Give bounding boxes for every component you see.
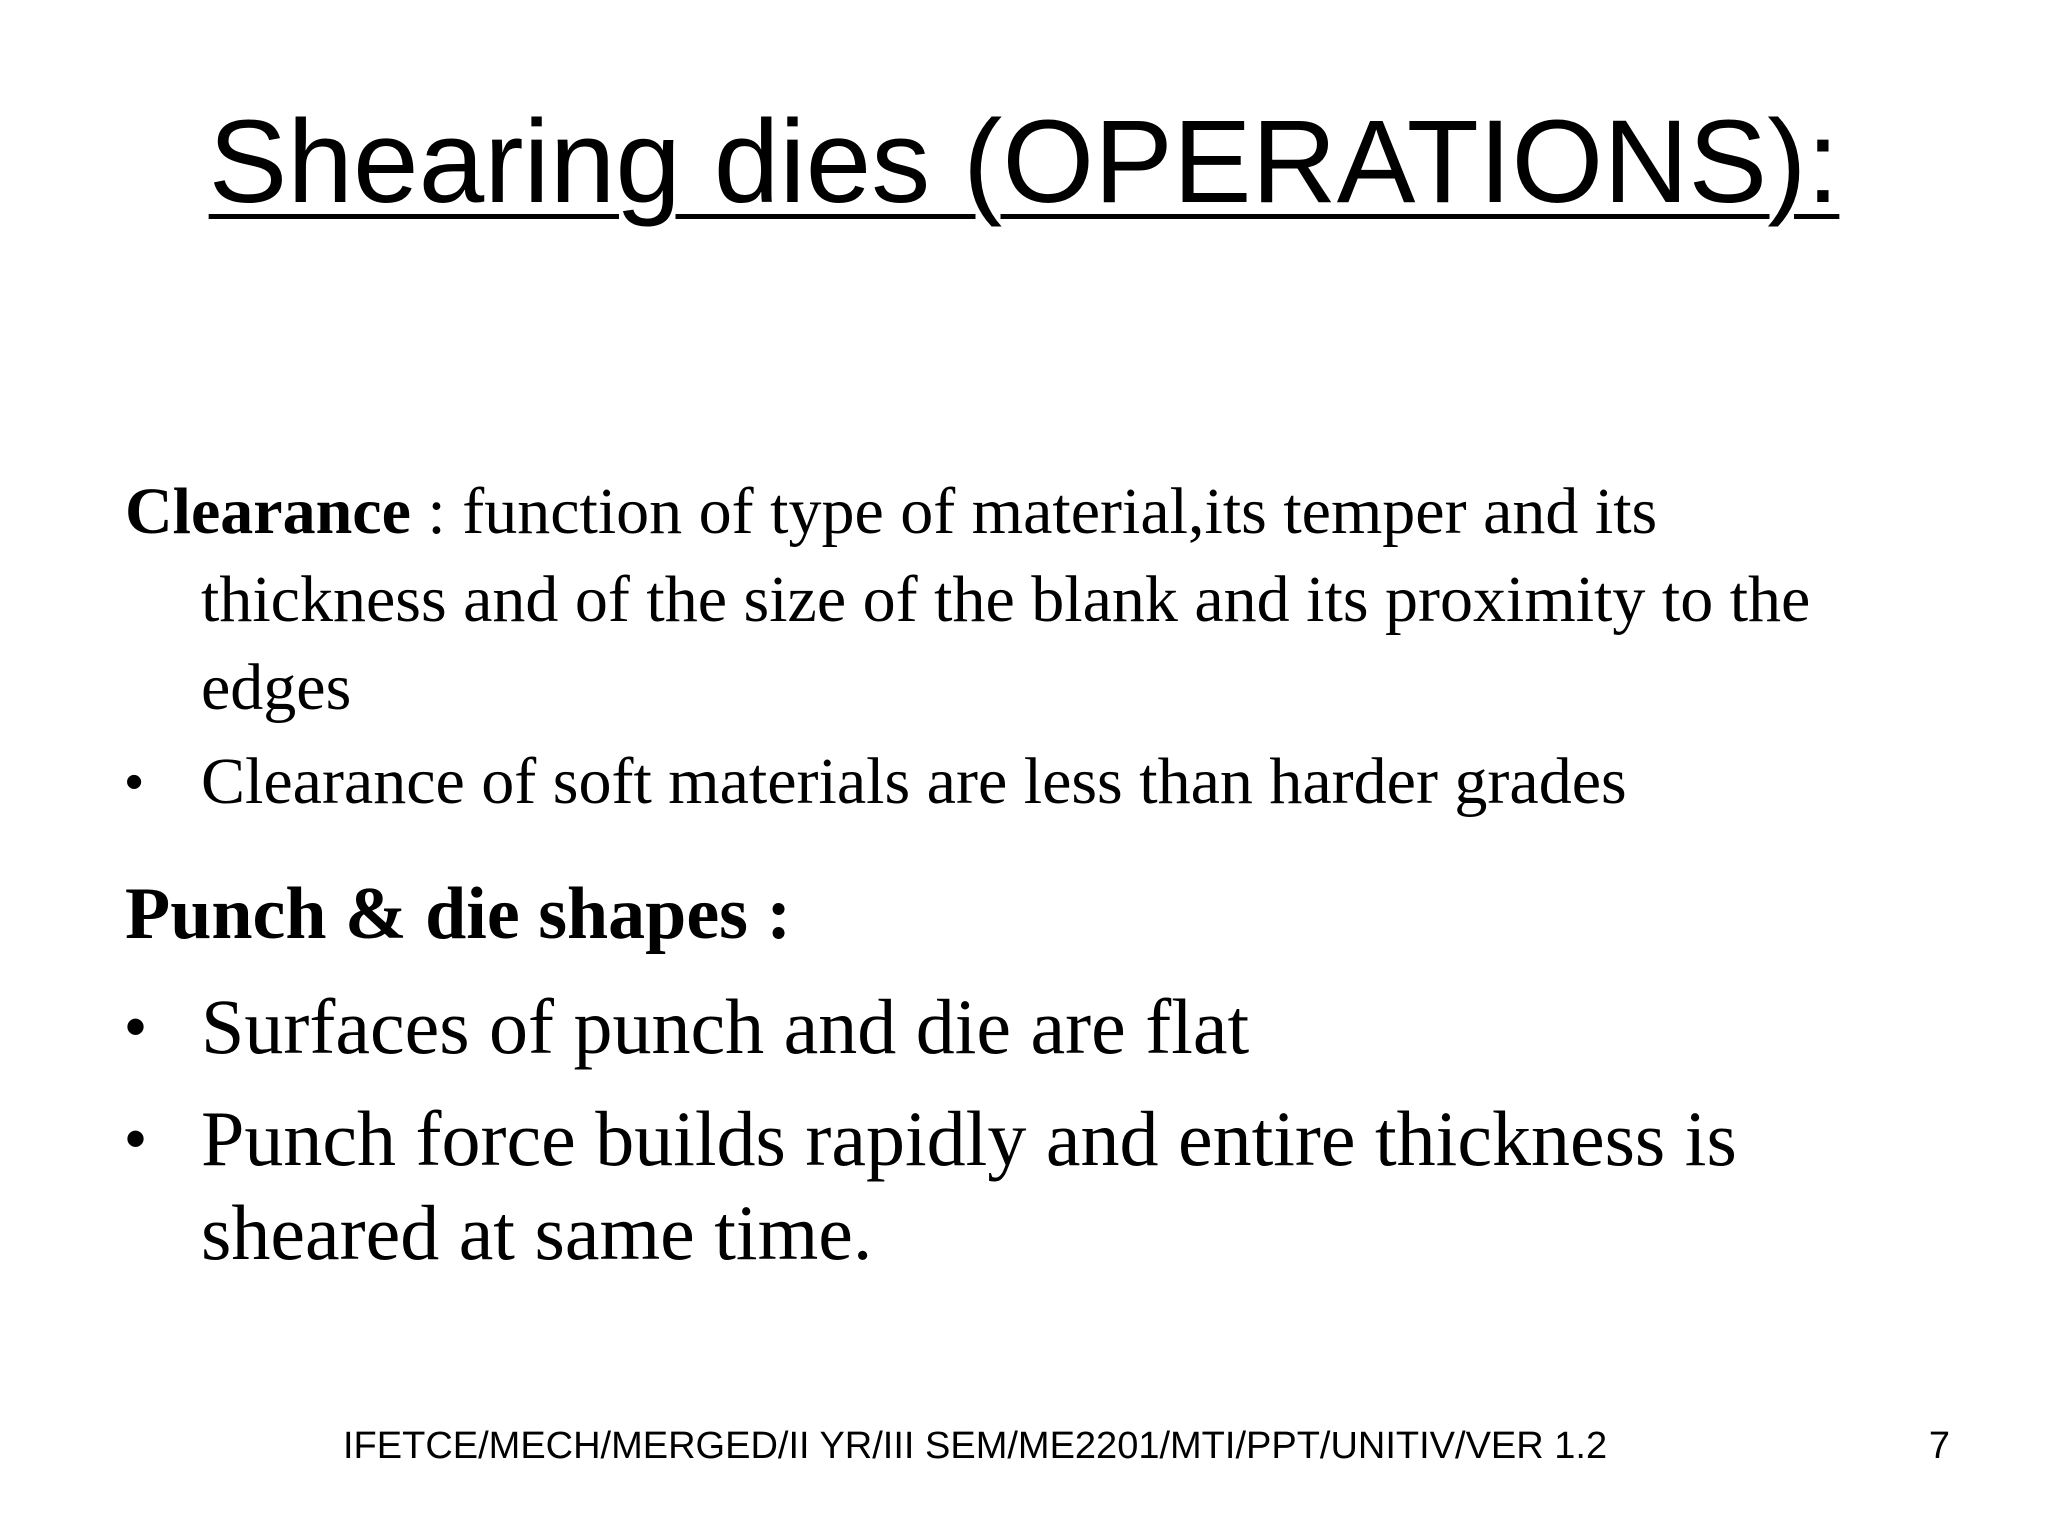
clearance-bullet-text: Clearance of soft materials are less than harder grades [201, 745, 1627, 818]
slide-body [125, 468, 1885, 1280]
punch-die-heading: Punch & die shapes : [125, 873, 792, 955]
clearance-separator: : [410, 475, 463, 548]
punch-bullet-1-text: Surfaces of punch and die are flat [201, 983, 1250, 1070]
slide-title-text: Shearing dies (OPERATIONS): [208, 96, 1840, 228]
bullet-icon: • [125, 1105, 147, 1172]
punch-bullet-2-text: Punch force builds rapidly and entire thickness is sheared at same time. [201, 1095, 1737, 1276]
clearance-label: Clearance [125, 475, 411, 548]
punch-bullet-1 [125, 980, 1885, 1074]
clearance-text: function of type of material,its temper and its thickness and of the size of the blank and its proximity to the edges [201, 475, 1811, 724]
footer-reference: IFETCE/MECH/MERGED/II YR/III SEM/ME2201/MTI/PPT/UNITIV/VER 1.2 [343, 1425, 1608, 1467]
page-number: 7 [1928, 1425, 1950, 1467]
slide-title [0, 92, 2048, 232]
bullet-icon: • [125, 993, 147, 1060]
bullet-icon: • [125, 753, 144, 811]
clearance-paragraph [125, 468, 1885, 732]
punch-bullet-2 [125, 1092, 1885, 1280]
clearance-bullet [125, 738, 1885, 826]
